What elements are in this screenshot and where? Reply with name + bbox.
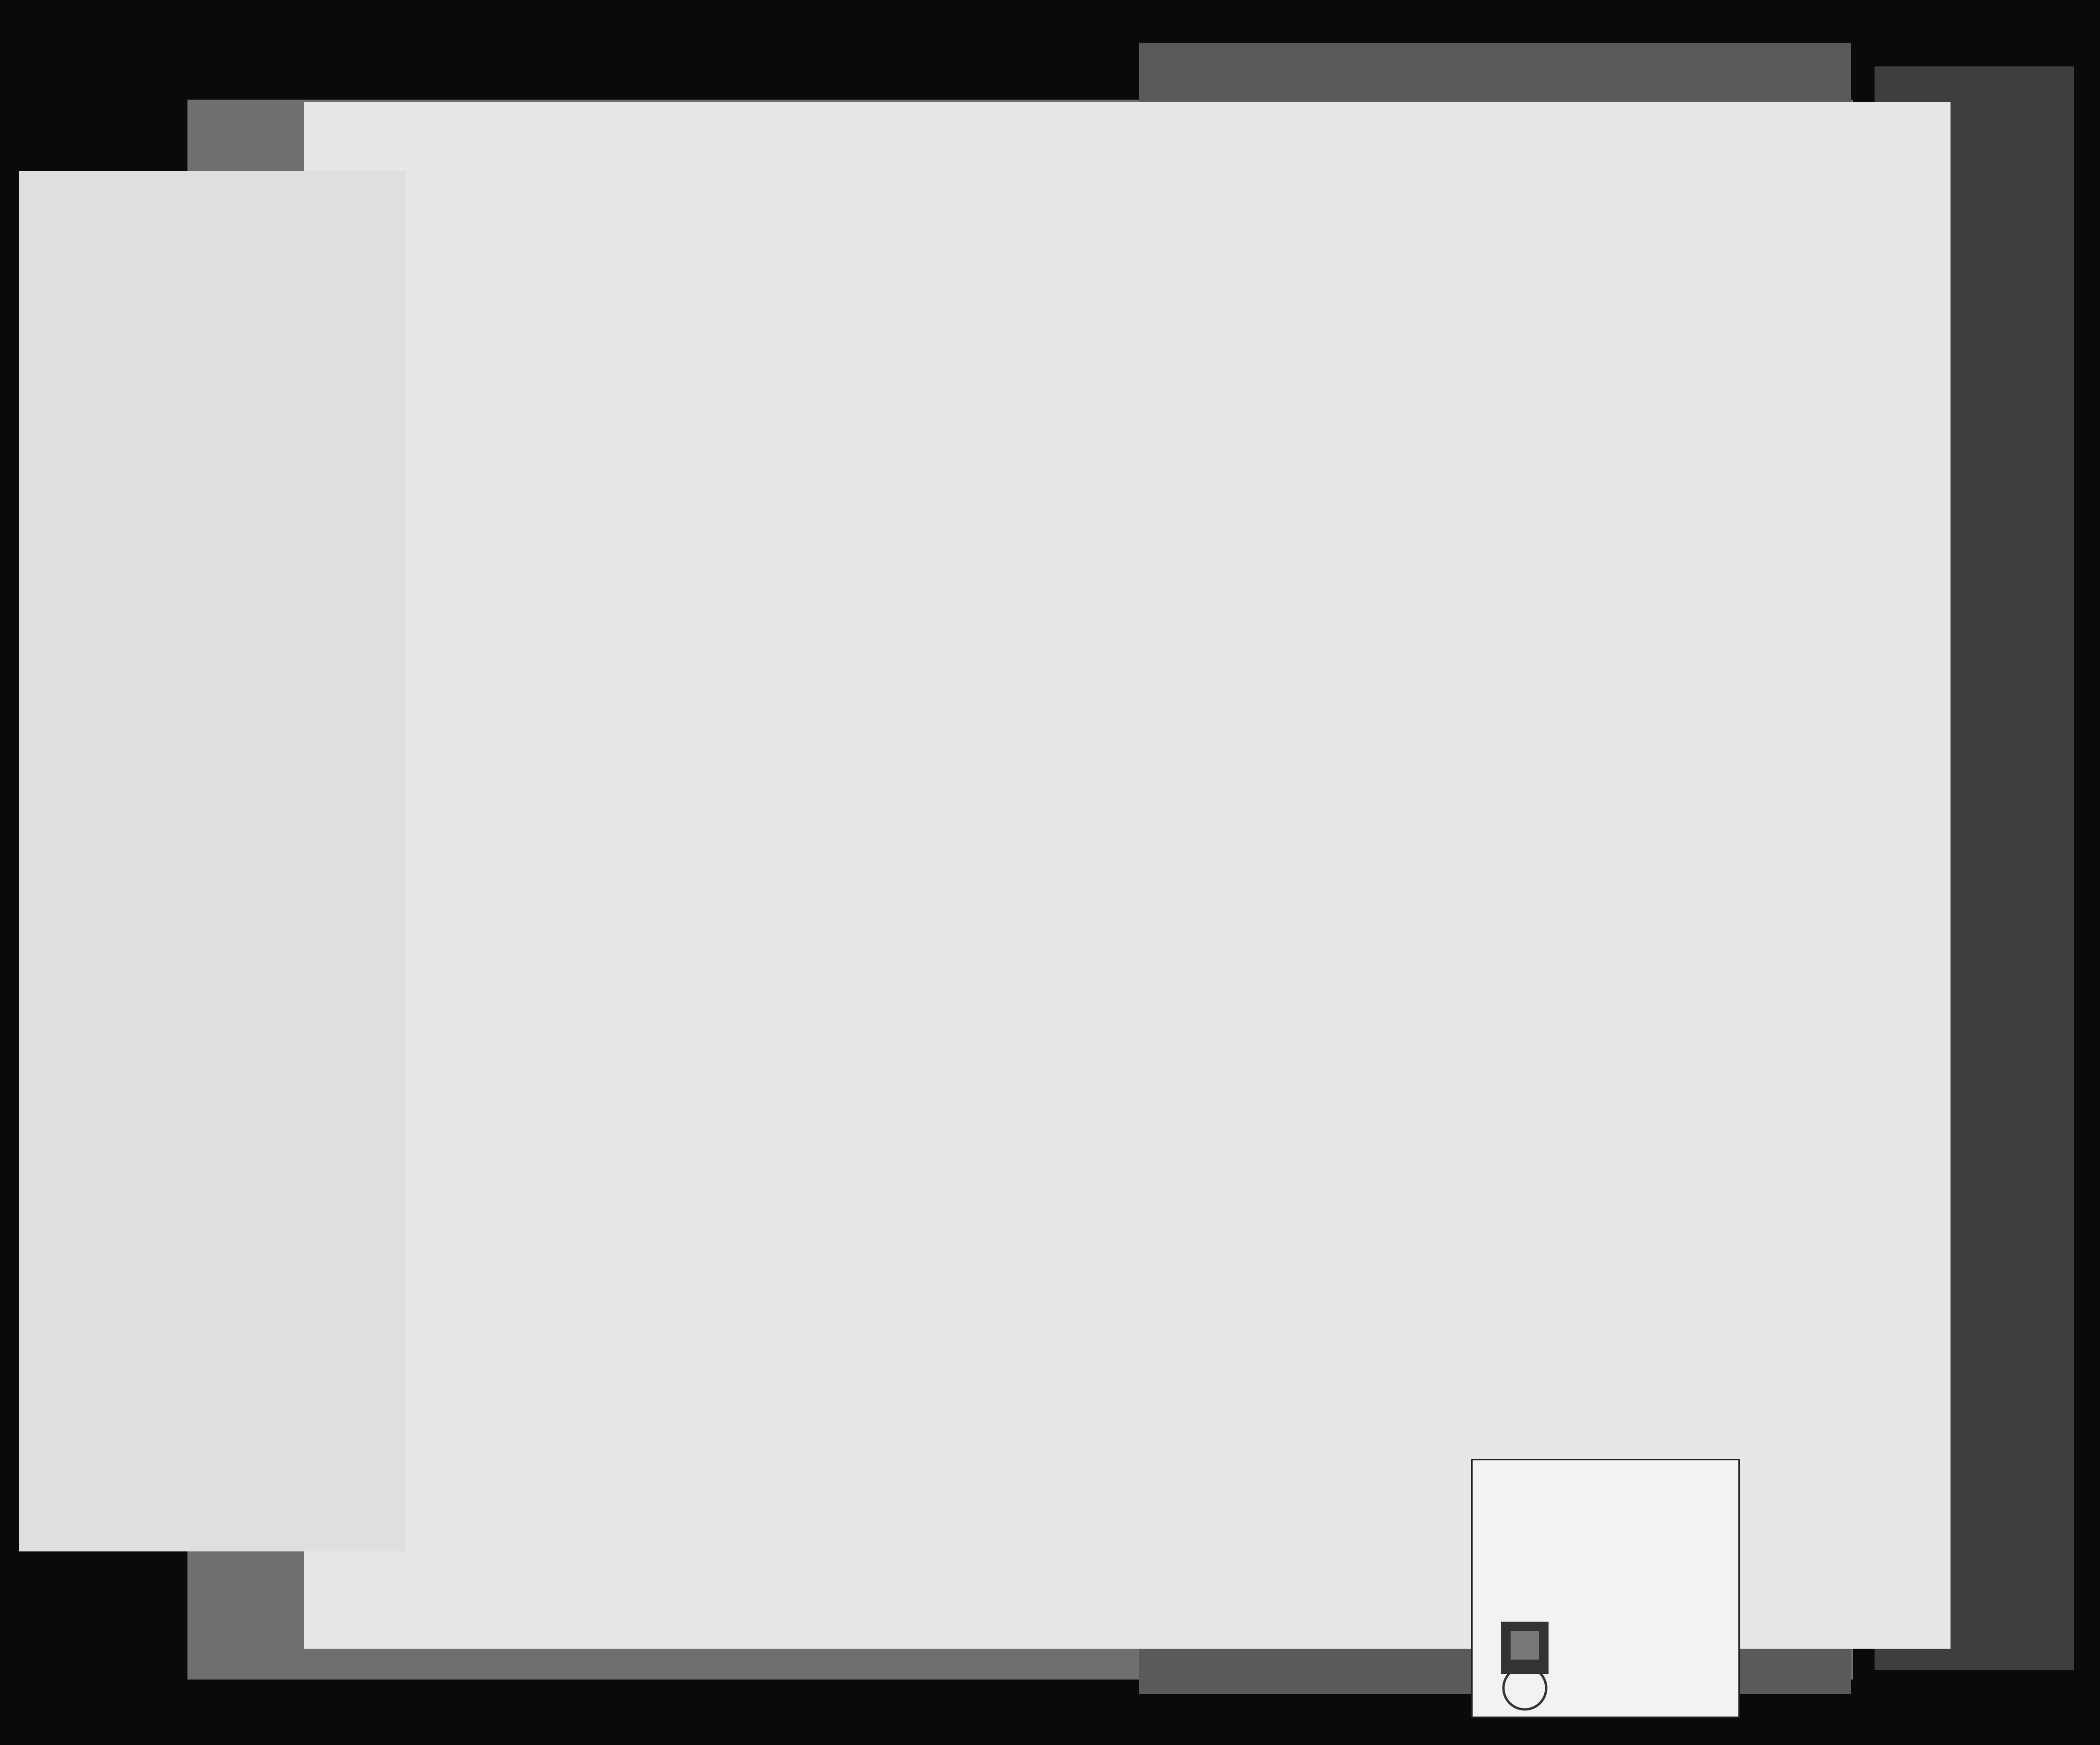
revenue-seal-icon xyxy=(1492,1617,1577,1712)
consular-stamp xyxy=(1471,1459,1740,1718)
manifest-sheet xyxy=(304,102,1951,1649)
manifest-grid xyxy=(304,102,1951,1649)
slip-grid xyxy=(19,171,406,1551)
discharged-seamen-slip xyxy=(19,171,406,1551)
